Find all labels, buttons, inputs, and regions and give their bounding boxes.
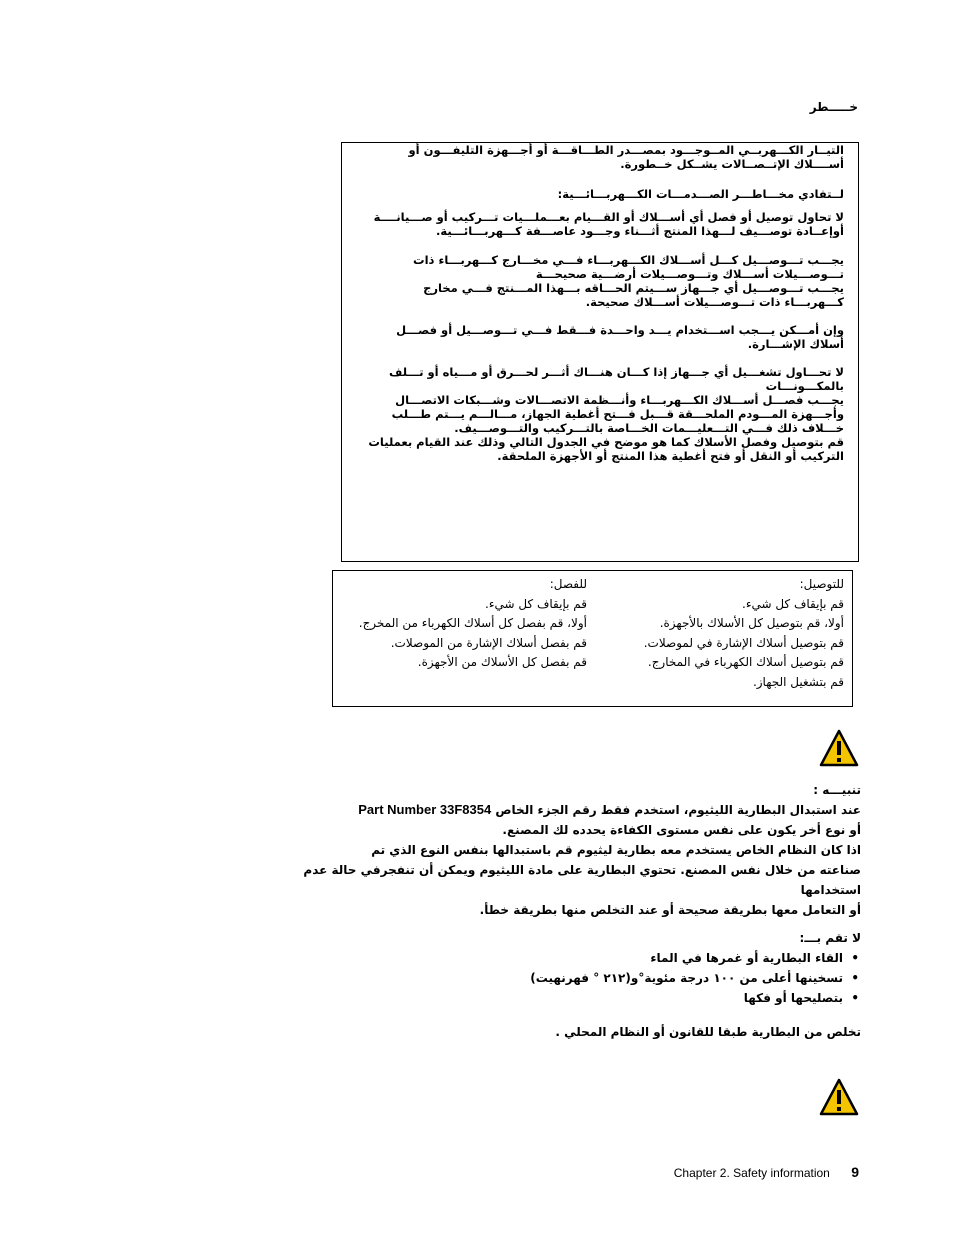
dispose-instruction: تخلص من البطارية طبقا للقانون أو النظام المحلي . [555,1025,861,1039]
danger-notice-box [341,142,859,562]
disconnect-heading: للفصل: [549,577,587,591]
part-number: Part Number 33F8354 [358,802,492,817]
danger-paragraph: قم بتوصيل وفصل الأسلاك كما هو موضح في الجدول التالي وذلك عند القيام بعمليات التركيب أو النقل أو فتح أغطية هذا المنتج أو الأجهزة الملحقة. [368,435,844,463]
caution-line: أو التعامل معها بطريقة صحيحة أو عند التخلص منها بطريقة خطأ. [479,903,861,917]
disconnect-step: قم بفصل أسلاك الإشارة من الموصلات. [390,635,587,650]
connect-step: قم بتشغيل الجهاز. [752,674,844,689]
caution-heading: تنبيـــه : [813,783,861,797]
warning-triangle-icon [819,729,859,771]
connect-step: قم بإيقاف كل شيء. [742,596,844,611]
danger-paragraph: يجـــب فصـــل أســـلاك الكـــهربـــاء وأنـــظمة الاتصـــالات وشـــبكات الاتصـــال وأجـــهزة المـــودم الملحـــقة قـــبل فـــتح أغطية الجهاز، مـــالـــم يـــتم طـــلب خـــلاف ذلك فـــي التـــعليـــمات الخـــاصة بالتـــركيب والتـــوصـــيف. [391,393,844,435]
page-number: 9 [851,1164,859,1180]
disconnect-step: قم بفصل كل الأسلاك من الأجهزة. [417,655,587,669]
chapter-title: Chapter 2. Safety information [673,1166,830,1180]
caution-line: اذا كان النظام الخاص يستخدم معه بطارية ليثيوم قم باستبدالها بنفس النوع الذي تم [371,843,861,857]
page-footer [674,1164,859,1180]
connect-step: قم بتوصيل أسلاك الإشارة في لموصلات. [643,635,844,650]
danger-heading: خـــــطر [809,100,858,114]
do-not-item: • القاء البطارية أو غمرها في الماء [301,948,843,968]
disconnect-step: أولا، قم بفصل كل أسلاك الكهرباء من المخرج. [358,616,587,630]
connect-heading: للتوصيل: [799,577,844,591]
caution-line: صناعته من خلال نفس المصنع. تحتوي البطارية على مادة الليثيوم ويمكن أن تنفجرفي حالة عدم استخدامها [303,863,861,897]
danger-paragraph: وإن أمـــكن يـــجب اســـتخدام يـــد واحـــدة فـــقط فـــي تـــوصـــيل أو فصـــل أسلاك الإشـــارة. [396,323,844,351]
connect-column [609,575,844,692]
connect-step: قم بتوصيل أسلاك الكهرباء في المخارج. [647,655,844,669]
connect-disconnect-table [332,570,853,707]
danger-paragraph: يجـــب تـــوصـــيل كـــل أســـلاك الكـــهربـــاء فـــي مخـــارج كـــهربـــاء ذات تـــوصـــيلات أســـلاك وتـــوصـــيلات أرضـــية صحيحـــة [413,253,844,281]
danger-paragraph: يجـــب تـــوصـــيل أي جـــهاز ســـيتم الحـــاقه بـــهذا المـــنتج فـــي مخارج كـــهربـــاء ذات تـــوصـــيلات أســـلاك صحيحة. [423,281,844,309]
danger-paragraph: التيــار الكـــهربــي المــوجـــود بمصـــدر الطـــاقـــة أو أجـــهزة التليفـــون أو أســــلاك الإتــصــالات يشــكل خــطورة. [408,143,844,171]
connect-step: أولا، قم بتوصيل كل الأسلاك بالأجهزة. [659,616,844,630]
do-not-heading: لا تقم بـــ: [799,931,861,945]
battery-replace-line [301,800,861,820]
danger-paragraph: لا تحاول توصيل أو فصل أي أســـلاك أو القـــيام بعـــملـــيات تـــركيب أو صـــيانــــة أوإعــادة توصـــيف لـــهذا المنتج أثـــناء وجـــود عاصـــفة كـــهربـــائـــية. [373,210,844,238]
caution-line: أو نوع أخر يكون على نفس مستوى الكفاءة يحدده لك المصنع. [502,823,861,837]
danger-paragraph: لا تحـــاول تشغـــيل أي جـــهاز إذا كـــان هنـــاك أثـــر لحـــرق أو مـــياه أو تـــلف بالمكـــونـــات [389,365,844,393]
battery-replace-text: عند استبدال البطارية الليثيوم، استخدم فقط رقم الجزء الخاص [495,803,861,817]
do-not-list [301,948,861,1008]
disconnect-step: قم بإيقاف كل شيء. [485,596,587,611]
do-not-item: • تسخينها أعلى من ١٠٠ درجة مئوية°و(٢١٢ ° فهرنهيت) [301,968,843,988]
warning-triangle-icon [819,1078,859,1120]
danger-paragraph: لــتفادي مخـــاطـــر الصـــدمـــات الكـــهربـــائـــية: [557,187,844,201]
disconnect-column [347,575,587,673]
do-not-item: • بتصليحها أو فكها [301,988,843,1008]
caution-section [301,780,861,1042]
